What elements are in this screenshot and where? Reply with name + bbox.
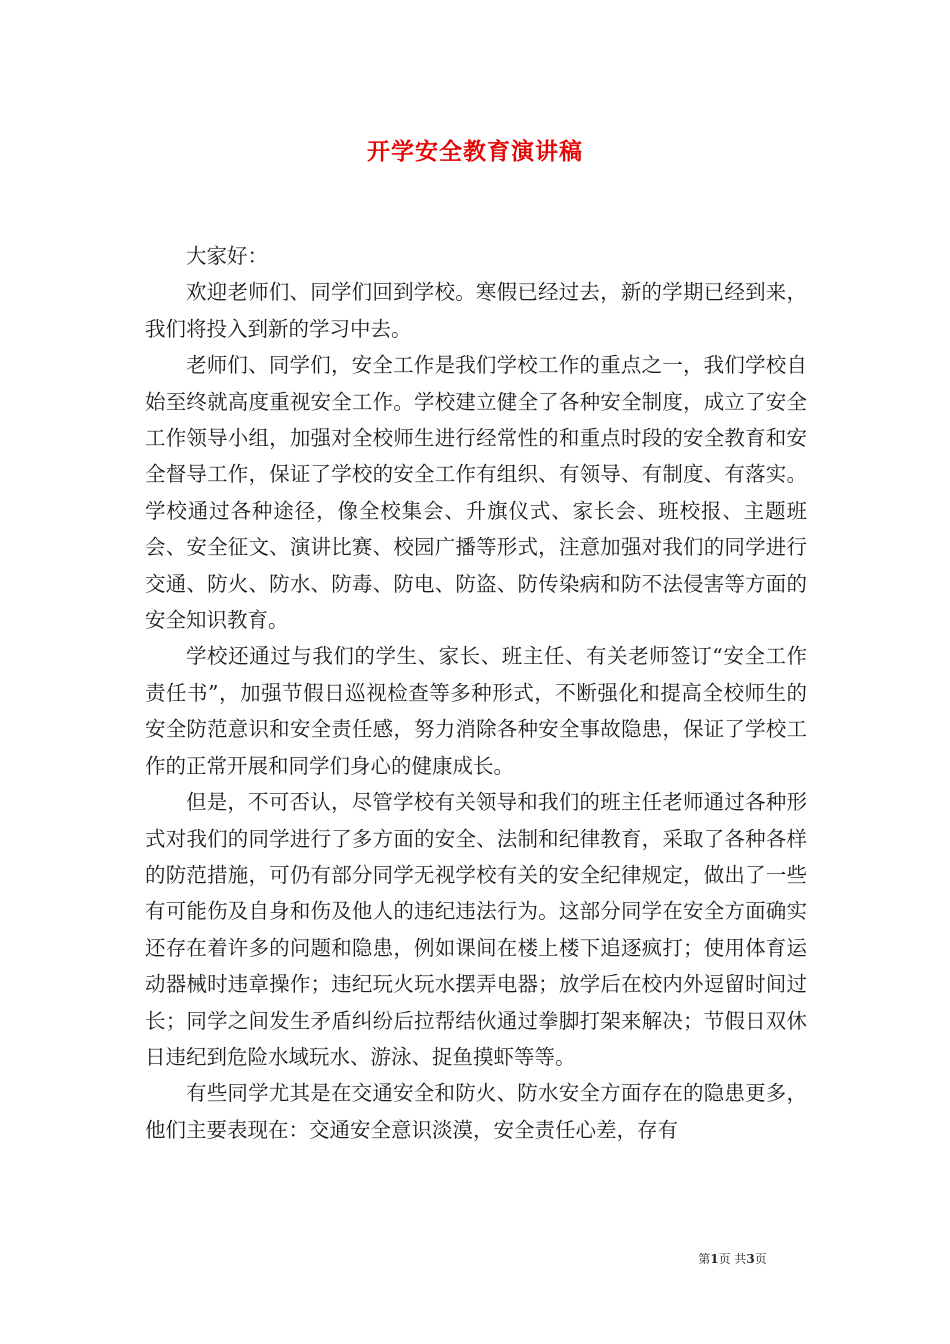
footer-current-page: 1 [710, 1252, 719, 1266]
paragraph-3: 学校还通过与我们的学生、家长、班主任、有关老师签订“安全工作责任书”，加强节假日巡视检查等多种形式，不断强化和提高全校师生的安全防范意识和安全责任感，努力消除各种安全事故隐患，保证了学校工作的正常开展和同学们身心的健康成长。 [145, 644, 807, 778]
page-footer [0, 1250, 950, 1267]
footer-total-pages: 3 [746, 1252, 755, 1266]
document-body [145, 238, 807, 1148]
footer-prefix: 第 [698, 1252, 711, 1266]
document-title: 开学安全教育演讲稿 [367, 138, 583, 165]
paragraph-4: 但是，不可否认，尽管学校有关领导和我们的班主任老师通过各种形式对我们的同学进行了多方面的安全、法制和纪律教育，采取了各种各样的防范措施，可仍有部分同学无视学校有关的安全纪律规定，做出了一些有可能伤及自身和伤及他人的违纪违法行为。这部分同学在安全方面确实还存在着许多的问题和隐患，例如课间在楼上楼下追逐疯打；使用体育运动器械时违章操作；违纪玩火玩水摆弄电器；放学后在校内外逗留时间过长；同学之间发生矛盾纠纷后拉帮结伙通过拳脚打架来解决；节假日双休日违纪到危险水域玩水、游泳、捉鱼摸虾等等。 [145, 790, 807, 1069]
paragraph-1: 欢迎老师们、同学们回到学校。寒假已经过去，新的学期已经到来，我们将投入到新的学习中去。 [145, 280, 807, 341]
greeting: 大家好： [186, 244, 268, 268]
footer-suffix: 页 [754, 1252, 767, 1266]
page-number [698, 1250, 767, 1267]
paragraph-2: 老师们、同学们，安全工作是我们学校工作的重点之一，我们学校自始至终就高度重视安全工作。学校建立健全了各种安全制度，成立了安全工作领导小组，加强对全校师生进行经常性的和重点时段的安全教育和安全督导工作，保证了学校的安全工作有组织、有领导、有制度、有落实。学校通过各种途径，像全校集会、升旗仪式、家长会、班校报、主题班会、安全征文、演讲比赛、校园广播等形式，注意加强对我们的同学进行交通、防火、防水、防毒、防电、防盗、防传染病和防不法侵害等方面的安全知识教育。 [145, 353, 807, 633]
footer-middle: 页 共 [718, 1252, 747, 1266]
paragraph-5: 有些同学尤其是在交通安全和防火、防水安全方面存在的隐患更多，他们主要表现在：交通安全意识淡漠，安全责任心差，存有 [145, 1081, 807, 1142]
